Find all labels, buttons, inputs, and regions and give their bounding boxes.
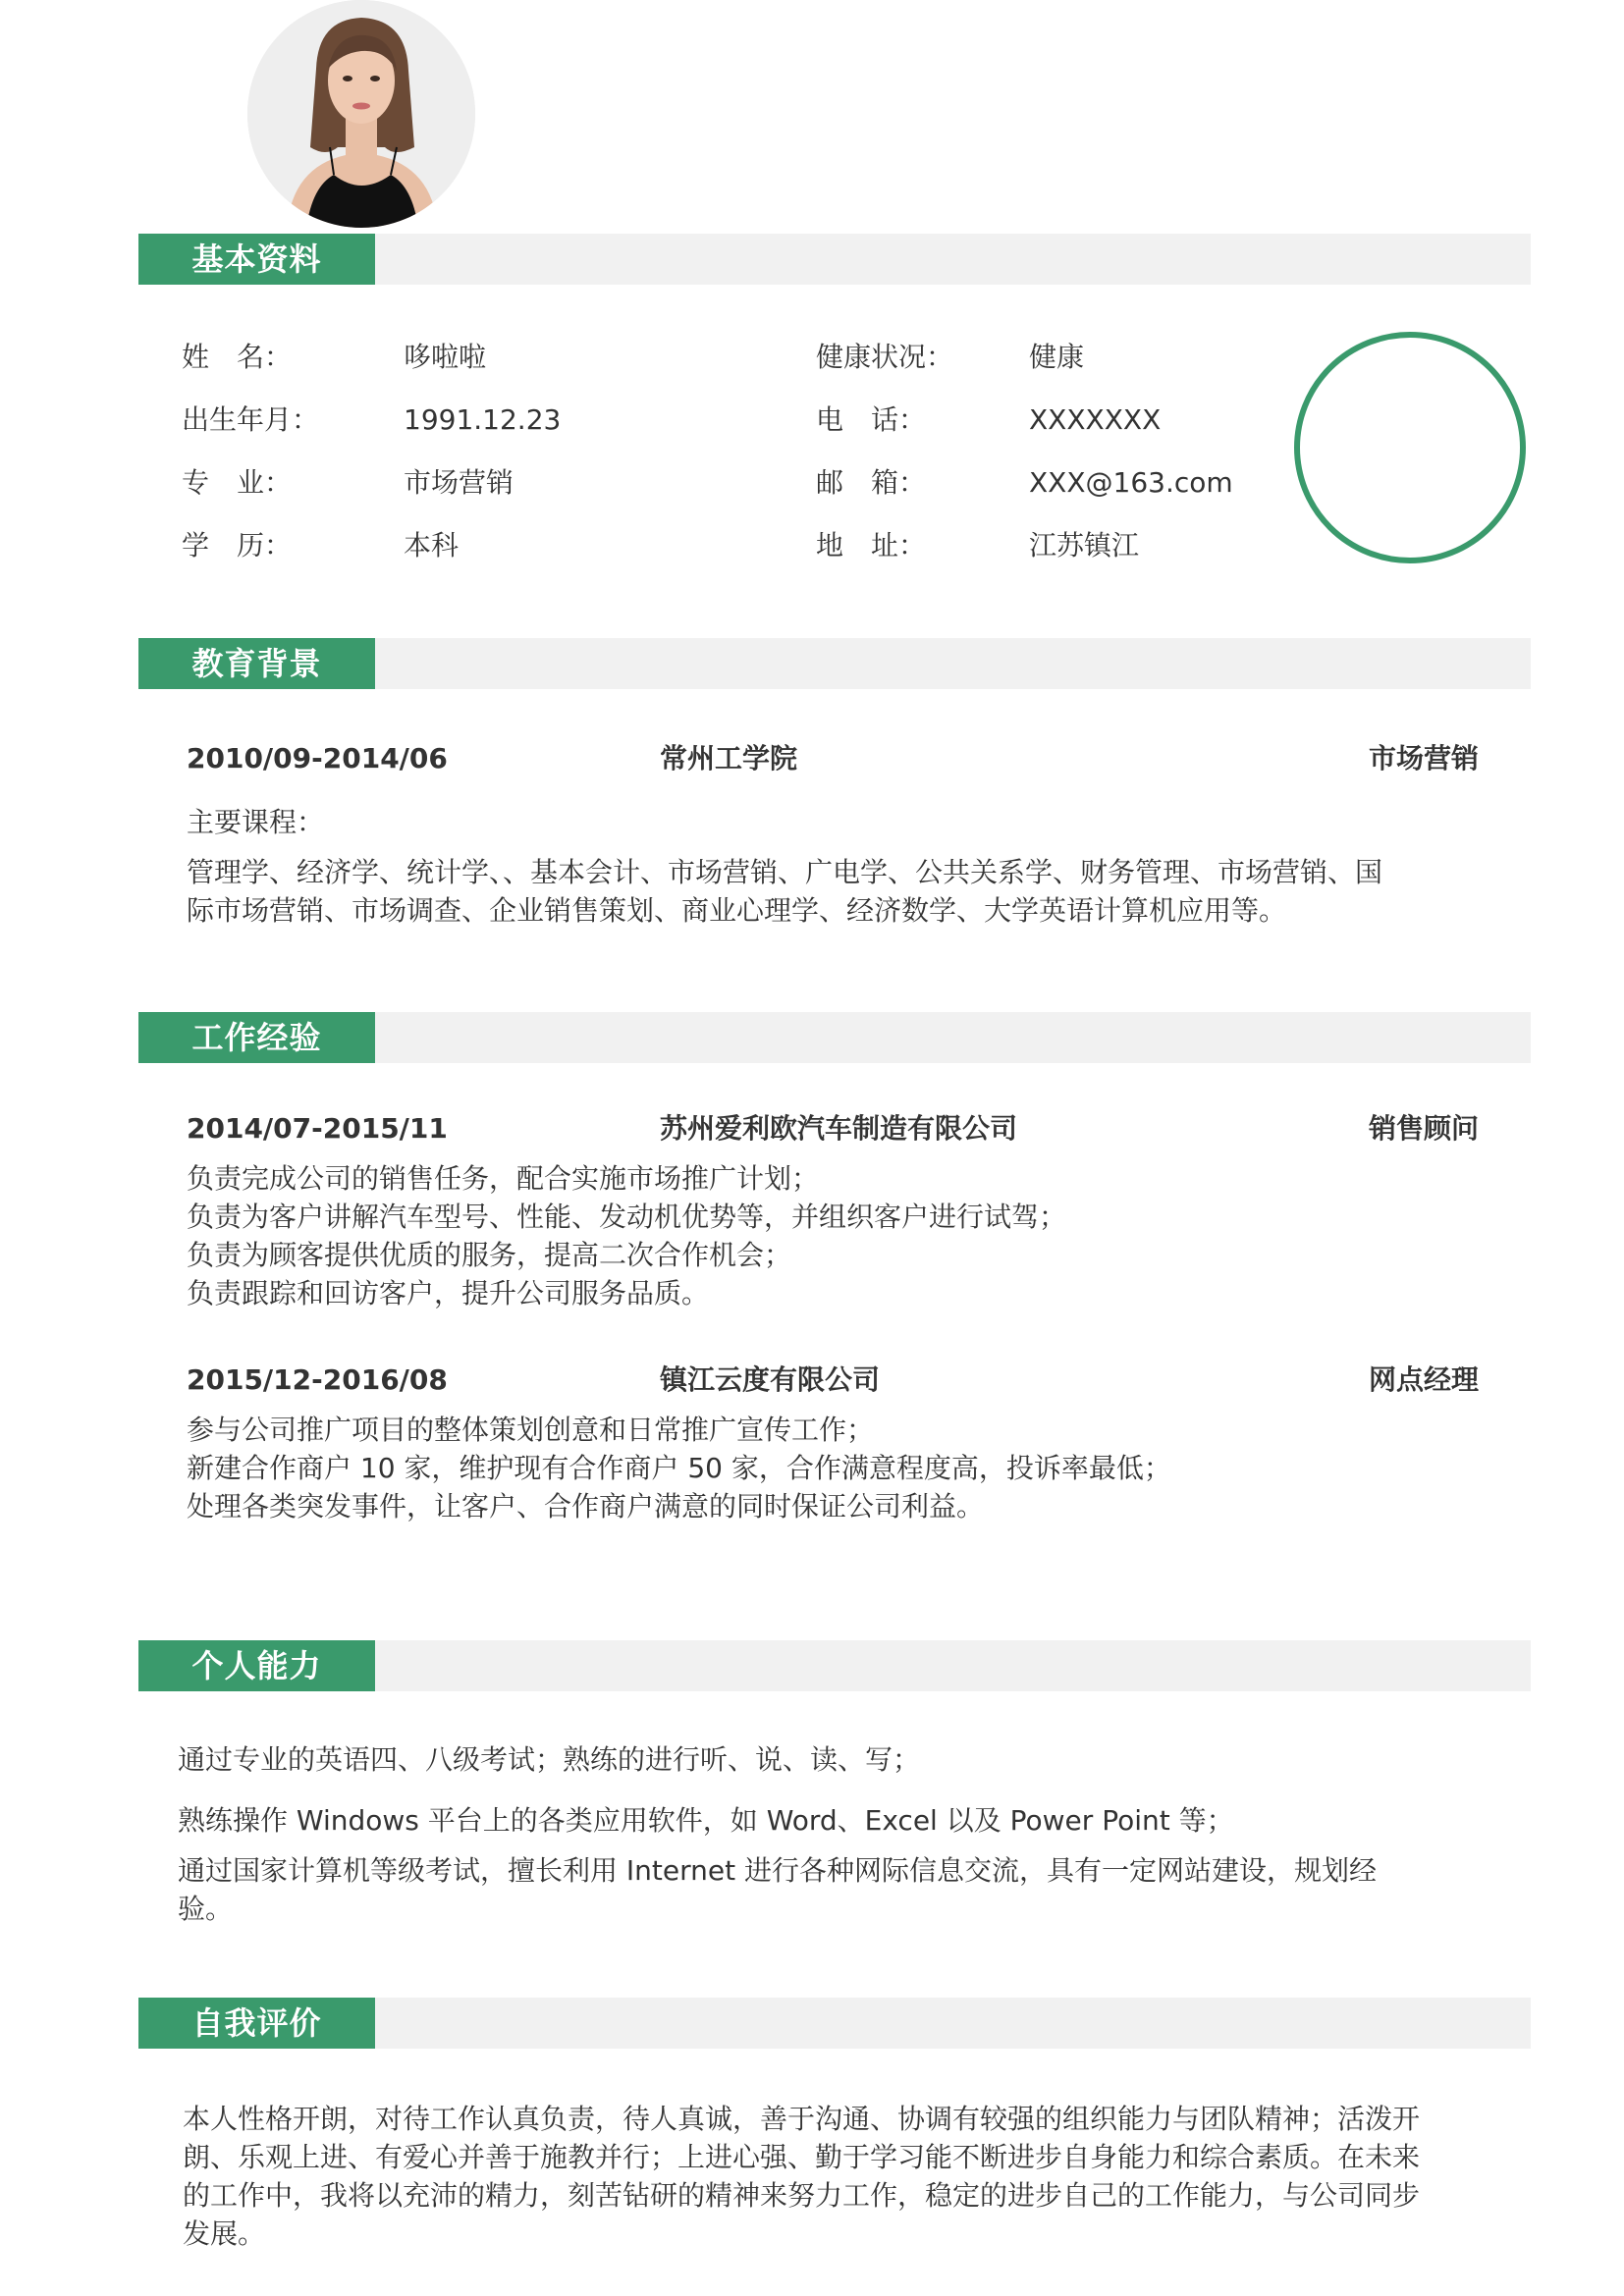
job-2-company: 镇江云度有限公司 bbox=[660, 1363, 881, 1396]
job-1-duty: 负责跟踪和回访客户，提升公司服务品质。 bbox=[187, 1277, 710, 1309]
health-value: 健康 bbox=[1029, 341, 1085, 373]
profile-photo bbox=[247, 0, 475, 228]
section-title-work: 工作经验 bbox=[138, 1012, 375, 1063]
self-eval-line: 本人性格开朗，对待工作认真负责，待人真诚，善于沟通、协调有较强的组织能力与团队精神；活泼开 bbox=[183, 2103, 1421, 2135]
name-label: 姓 名： bbox=[182, 341, 293, 373]
job-1-duty: 负责为顾客提供优质的服务，提高二次合作机会； bbox=[187, 1239, 792, 1271]
skill-line: 通过国家计算机等级考试，擅长利用 Internet 进行各种网际信息交流，具有一定网站建设，规划经 bbox=[178, 1854, 1377, 1887]
job-1-duty: 负责为客户讲解汽车型号、性能、发动机优势等，并组织客户进行试驾； bbox=[187, 1201, 1067, 1233]
phone-value: XXXXXXX bbox=[1029, 403, 1162, 436]
section-title-basic: 基本资料 bbox=[138, 234, 375, 285]
decorative-circle bbox=[1294, 332, 1526, 563]
self-eval-line: 的工作中，我将以充沛的精力，刻苦钻研的精神来努力工作，稳定的进步自己的工作能力，与公司同步 bbox=[183, 2179, 1421, 2212]
degree-label: 学 历： bbox=[182, 529, 293, 561]
job-2-title: 网点经理 bbox=[1369, 1363, 1480, 1396]
courses-line-2: 际市场营销、市场调查、企业销售策划、商业心理学、经济数学、大学英语计算机应用等。 bbox=[187, 894, 1287, 927]
major-value: 市场营销 bbox=[404, 466, 514, 499]
job-1-duty: 负责完成公司的销售任务，配合实施市场推广计划； bbox=[187, 1162, 820, 1195]
job-1-period: 2014/07-2015/11 bbox=[187, 1112, 448, 1145]
self-eval-line: 发展。 bbox=[183, 2217, 266, 2250]
education-school: 常州工学院 bbox=[660, 742, 798, 774]
section-title-self-eval: 自我评价 bbox=[138, 1998, 375, 2049]
job-2-duty: 新建合作商户 10 家，维护现有合作商户 50 家，合作满意程度高，投诉率最低； bbox=[187, 1452, 1171, 1484]
skill-line: 验。 bbox=[178, 1893, 234, 1925]
job-2-period: 2015/12-2016/08 bbox=[187, 1363, 448, 1396]
name-value: 哆啦啦 bbox=[404, 341, 487, 373]
job-1-company: 苏州爱利欧汽车制造有限公司 bbox=[660, 1112, 1018, 1145]
job-2-duty: 处理各类突发事件，让客户、合作商户满意的同时保证公司利益。 bbox=[187, 1490, 985, 1522]
job-1-title: 销售顾问 bbox=[1369, 1112, 1480, 1145]
section-title-skills: 个人能力 bbox=[138, 1640, 375, 1691]
major-label: 专 业： bbox=[182, 466, 293, 499]
email-label: 邮 箱： bbox=[816, 466, 927, 499]
birth-label: 出生年月： bbox=[182, 403, 320, 436]
email-value: XXX@163.com bbox=[1029, 466, 1233, 499]
portrait-illustration bbox=[247, 0, 475, 228]
education-major: 市场营销 bbox=[1369, 742, 1480, 774]
courses-line-1: 管理学、经济学、统计学、、基本会计、市场营销、广电学、公共关系学、财务管理、市场营销、国 bbox=[187, 856, 1383, 888]
degree-value: 本科 bbox=[404, 529, 460, 561]
address-value: 江苏镇江 bbox=[1029, 529, 1140, 561]
courses-label: 主要课程： bbox=[187, 806, 325, 838]
education-period: 2010/09-2014/06 bbox=[187, 742, 448, 774]
health-label: 健康状况： bbox=[816, 341, 954, 373]
phone-label: 电 话： bbox=[816, 403, 927, 436]
section-title-education: 教育背景 bbox=[138, 638, 375, 689]
birth-value: 1991.12.23 bbox=[404, 403, 562, 436]
skill-line: 通过专业的英语四、八级考试；熟练的进行听、说、读、写； bbox=[178, 1743, 921, 1776]
self-eval-line: 朗、乐观上进、有爱心并善于施教并行；上进心强、勤于学习能不断进步自身能力和综合素质。在未来 bbox=[183, 2141, 1421, 2173]
skill-line: 熟练操作 Windows 平台上的各类应用软件，如 Word、Excel 以及 Power Point 等； bbox=[178, 1804, 1234, 1837]
job-2-duty: 参与公司推广项目的整体策划创意和日常推广宣传工作； bbox=[187, 1414, 875, 1446]
address-label: 地 址： bbox=[816, 529, 927, 561]
